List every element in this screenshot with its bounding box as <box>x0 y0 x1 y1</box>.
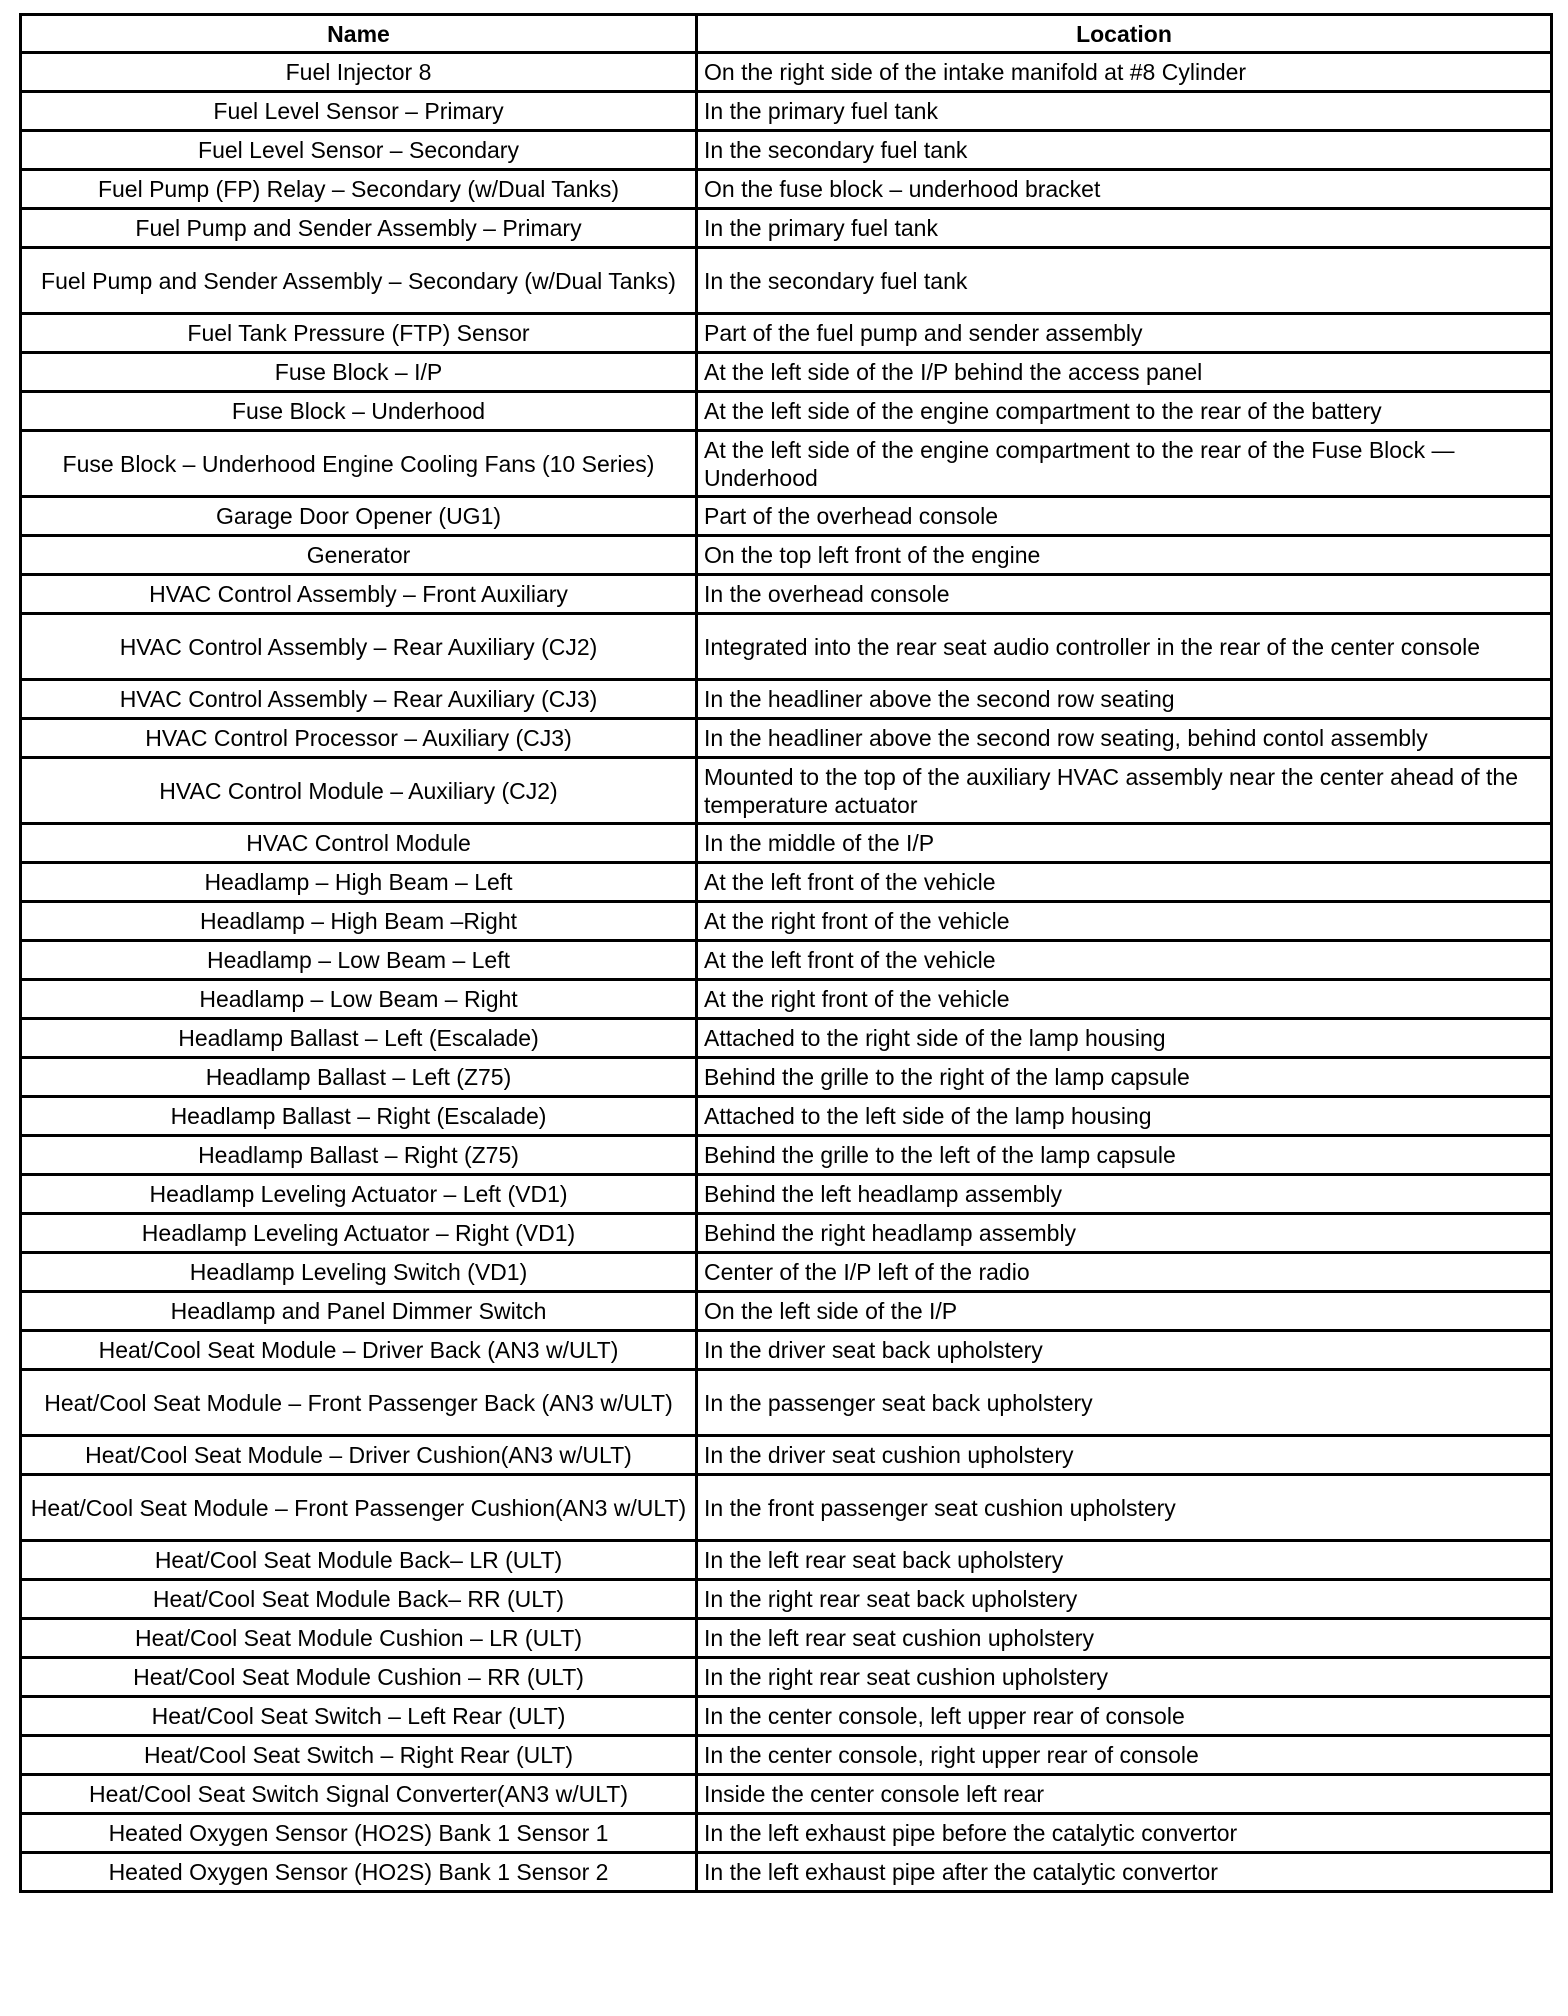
component-location-cell: In the front passenger seat cushion upholstery <box>697 1475 1552 1541</box>
component-location-cell: In the right rear seat back upholstery <box>697 1580 1552 1619</box>
component-location-cell: In the driver seat back upholstery <box>697 1331 1552 1370</box>
component-name-cell: Headlamp Leveling Actuator – Left (VD1) <box>21 1175 697 1214</box>
table-row <box>21 1775 1552 1814</box>
component-location-cell: In the center console, right upper rear of console <box>697 1736 1552 1775</box>
table-row <box>21 1736 1552 1775</box>
component-name-cell: Heat/Cool Seat Switch – Right Rear (ULT) <box>21 1736 697 1775</box>
table-row <box>21 314 1552 353</box>
component-name-cell: Heated Oxygen Sensor (HO2S) Bank 1 Sensor 2 <box>21 1853 697 1892</box>
table-row <box>21 1436 1552 1475</box>
component-name-cell: Headlamp – High Beam – Left <box>21 863 697 902</box>
component-location-cell: On the fuse block – underhood bracket <box>697 170 1552 209</box>
component-name-cell: HVAC Control Processor – Auxiliary (CJ3) <box>21 719 697 758</box>
component-location-cell: At the left front of the vehicle <box>697 941 1552 980</box>
component-name-cell: Garage Door Opener (UG1) <box>21 497 697 536</box>
table-row <box>21 209 1552 248</box>
component-name-cell: Headlamp – High Beam –Right <box>21 902 697 941</box>
component-location-cell: In the passenger seat back upholstery <box>697 1370 1552 1436</box>
component-name-cell: Heat/Cool Seat Module Cushion – LR (ULT) <box>21 1619 697 1658</box>
component-name-cell: Headlamp Leveling Switch (VD1) <box>21 1253 697 1292</box>
component-location-cell: On the right side of the intake manifold at #8 Cylinder <box>697 53 1552 92</box>
table-row <box>21 392 1552 431</box>
component-name-cell: Fuel Pump and Sender Assembly – Secondary (w/Dual Tanks) <box>21 248 697 314</box>
table-row <box>21 1580 1552 1619</box>
component-location-cell: In the left rear seat back upholstery <box>697 1541 1552 1580</box>
table-row <box>21 1019 1552 1058</box>
component-name-cell: Fuel Pump (FP) Relay – Secondary (w/Dual Tanks) <box>21 170 697 209</box>
table-row <box>21 1697 1552 1736</box>
component-name-cell: Fuse Block – I/P <box>21 353 697 392</box>
table-row <box>21 614 1552 680</box>
table-row <box>21 824 1552 863</box>
component-location-cell: In the secondary fuel tank <box>697 131 1552 170</box>
component-name-cell: HVAC Control Assembly – Rear Auxiliary (CJ3) <box>21 680 697 719</box>
component-location-cell: In the primary fuel tank <box>697 209 1552 248</box>
table-row <box>21 1658 1552 1697</box>
column-header-location: Location <box>697 15 1552 53</box>
component-location-cell: In the right rear seat cushion upholstery <box>697 1658 1552 1697</box>
table-row <box>21 1058 1552 1097</box>
component-location-cell: Behind the grille to the left of the lamp capsule <box>697 1136 1552 1175</box>
component-location-cell: Mounted to the top of the auxiliary HVAC assembly near the center ahead of the temperature actuator <box>697 758 1552 824</box>
component-location-cell: In the secondary fuel tank <box>697 248 1552 314</box>
component-location-cell: At the left side of the engine compartment to the rear of the battery <box>697 392 1552 431</box>
component-name-cell: Headlamp Ballast – Left (Z75) <box>21 1058 697 1097</box>
component-name-cell: HVAC Control Module <box>21 824 697 863</box>
component-location-cell: In the headliner above the second row seating, behind contol assembly <box>697 719 1552 758</box>
component-location-cell: In the left exhaust pipe before the catalytic convertor <box>697 1814 1552 1853</box>
table-row <box>21 1814 1552 1853</box>
component-name-cell: Heat/Cool Seat Switch Signal Converter(AN3 w/ULT) <box>21 1775 697 1814</box>
component-location-cell: Behind the grille to the right of the lamp capsule <box>697 1058 1552 1097</box>
component-name-cell: Heat/Cool Seat Module – Driver Back (AN3 w/ULT) <box>21 1331 697 1370</box>
component-location-cell: In the left rear seat cushion upholstery <box>697 1619 1552 1658</box>
component-name-cell: Headlamp – Low Beam – Left <box>21 941 697 980</box>
component-name-cell: Headlamp and Panel Dimmer Switch <box>21 1292 697 1331</box>
table-row <box>21 1370 1552 1436</box>
table-row <box>21 902 1552 941</box>
component-location-cell: Behind the left headlamp assembly <box>697 1175 1552 1214</box>
table-row <box>21 1292 1552 1331</box>
table-row <box>21 680 1552 719</box>
component-location-cell: In the left exhaust pipe after the catalytic convertor <box>697 1853 1552 1892</box>
table-row <box>21 1175 1552 1214</box>
component-location-cell: Inside the center console left rear <box>697 1775 1552 1814</box>
component-name-cell: Headlamp Ballast – Left (Escalade) <box>21 1019 697 1058</box>
table-row <box>21 1253 1552 1292</box>
table-row <box>21 170 1552 209</box>
component-location-cell: At the right front of the vehicle <box>697 902 1552 941</box>
component-name-cell: Heated Oxygen Sensor (HO2S) Bank 1 Sensor 1 <box>21 1814 697 1853</box>
component-name-cell: Generator <box>21 536 697 575</box>
component-location-cell: Behind the right headlamp assembly <box>697 1214 1552 1253</box>
column-header-name: Name <box>21 15 697 53</box>
component-name-cell: Headlamp Leveling Actuator – Right (VD1) <box>21 1214 697 1253</box>
component-location-cell: In the center console, left upper rear of console <box>697 1697 1552 1736</box>
component-name-cell: Heat/Cool Seat Module – Front Passenger Cushion(AN3 w/ULT) <box>21 1475 697 1541</box>
table-row <box>21 353 1552 392</box>
table-row <box>21 758 1552 824</box>
component-name-cell: HVAC Control Assembly – Rear Auxiliary (CJ2) <box>21 614 697 680</box>
component-location-cell: In the driver seat cushion upholstery <box>697 1436 1552 1475</box>
component-location-table-wrapper <box>19 13 1550 1893</box>
component-location-cell: Part of the overhead console <box>697 497 1552 536</box>
table-row <box>21 719 1552 758</box>
component-location-table <box>19 13 1553 1893</box>
component-name-cell: Headlamp Ballast – Right (Z75) <box>21 1136 697 1175</box>
table-row <box>21 1097 1552 1136</box>
component-name-cell: Headlamp Ballast – Right (Escalade) <box>21 1097 697 1136</box>
component-location-cell: In the headliner above the second row seating <box>697 680 1552 719</box>
component-location-cell: At the left side of the I/P behind the access panel <box>697 353 1552 392</box>
component-location-cell: In the middle of the I/P <box>697 824 1552 863</box>
table-row <box>21 1853 1552 1892</box>
table-row <box>21 941 1552 980</box>
component-name-cell: Heat/Cool Seat Module Back– LR (ULT) <box>21 1541 697 1580</box>
table-row <box>21 1331 1552 1370</box>
component-name-cell: Heat/Cool Seat Switch – Left Rear (ULT) <box>21 1697 697 1736</box>
table-row <box>21 248 1552 314</box>
component-location-cell: Attached to the left side of the lamp housing <box>697 1097 1552 1136</box>
table-row <box>21 1475 1552 1541</box>
table-row <box>21 980 1552 1019</box>
component-location-cell: At the left front of the vehicle <box>697 863 1552 902</box>
component-name-cell: HVAC Control Module – Auxiliary (CJ2) <box>21 758 697 824</box>
component-location-cell: In the primary fuel tank <box>697 92 1552 131</box>
component-name-cell: Fuel Level Sensor – Secondary <box>21 131 697 170</box>
component-name-cell: Fuse Block – Underhood Engine Cooling Fans (10 Series) <box>21 431 697 497</box>
component-name-cell: Fuel Level Sensor – Primary <box>21 92 697 131</box>
table-row <box>21 863 1552 902</box>
component-location-cell: In the overhead console <box>697 575 1552 614</box>
table-row <box>21 92 1552 131</box>
component-name-cell: Heat/Cool Seat Module Cushion – RR (ULT) <box>21 1658 697 1697</box>
component-name-cell: Heat/Cool Seat Module Back– RR (ULT) <box>21 1580 697 1619</box>
table-row <box>21 131 1552 170</box>
table-row <box>21 1214 1552 1253</box>
component-location-cell: Part of the fuel pump and sender assembly <box>697 314 1552 353</box>
table-row <box>21 1541 1552 1580</box>
table-row <box>21 431 1552 497</box>
component-name-cell: Fuse Block – Underhood <box>21 392 697 431</box>
table-row <box>21 53 1552 92</box>
component-name-cell: Fuel Pump and Sender Assembly – Primary <box>21 209 697 248</box>
component-location-cell: On the top left front of the engine <box>697 536 1552 575</box>
table-row <box>21 1136 1552 1175</box>
table-row <box>21 497 1552 536</box>
component-name-cell: Heat/Cool Seat Module – Front Passenger Back (AN3 w/ULT) <box>21 1370 697 1436</box>
header-row <box>21 15 1552 53</box>
table-header <box>21 15 1552 53</box>
component-name-cell: Headlamp – Low Beam – Right <box>21 980 697 1019</box>
component-location-cell: Center of the I/P left of the radio <box>697 1253 1552 1292</box>
component-location-cell: Attached to the right side of the lamp housing <box>697 1019 1552 1058</box>
component-location-cell: At the right front of the vehicle <box>697 980 1552 1019</box>
table-row <box>21 575 1552 614</box>
table-body <box>21 53 1552 1892</box>
component-name-cell: Heat/Cool Seat Module – Driver Cushion(AN3 w/ULT) <box>21 1436 697 1475</box>
component-location-cell: Integrated into the rear seat audio controller in the rear of the center console <box>697 614 1552 680</box>
component-location-cell: At the left side of the engine compartment to the rear of the Fuse Block — Underhood <box>697 431 1552 497</box>
component-name-cell: HVAC Control Assembly – Front Auxiliary <box>21 575 697 614</box>
component-name-cell: Fuel Injector 8 <box>21 53 697 92</box>
table-row <box>21 1619 1552 1658</box>
component-location-cell: On the left side of the I/P <box>697 1292 1552 1331</box>
component-name-cell: Fuel Tank Pressure (FTP) Sensor <box>21 314 697 353</box>
table-row <box>21 536 1552 575</box>
